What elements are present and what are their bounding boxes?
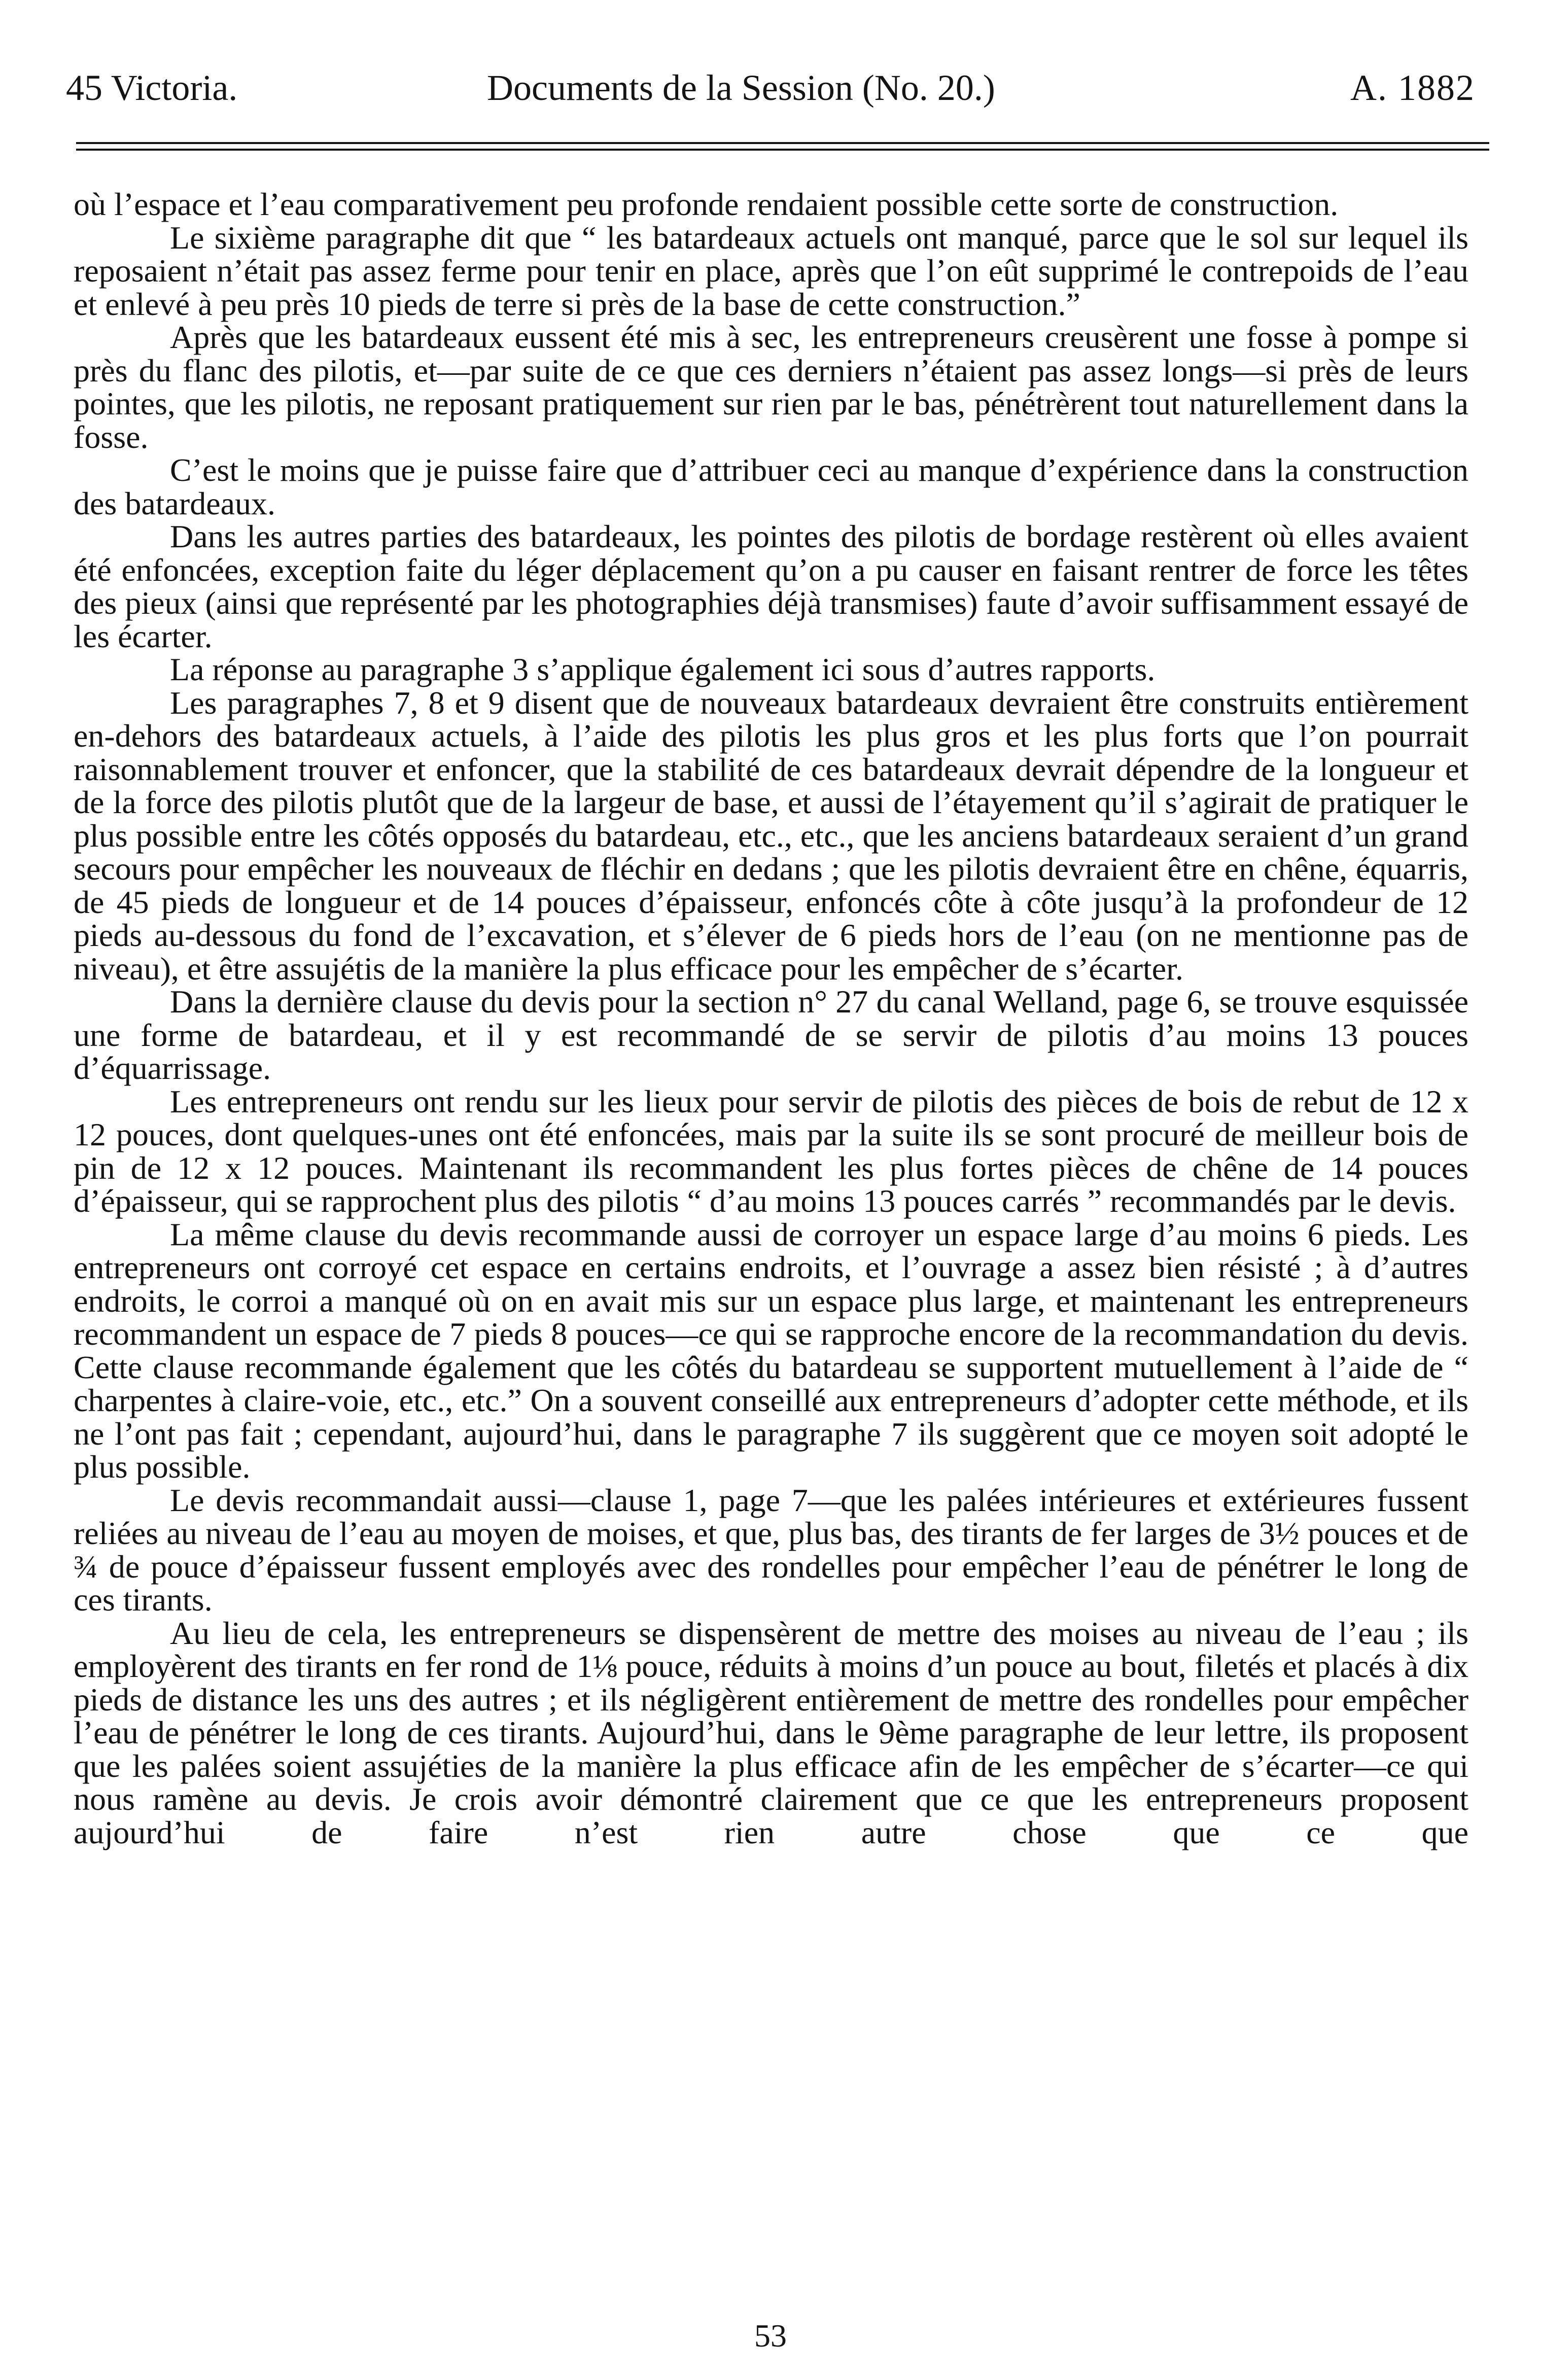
header-rule-top [76,142,1489,144]
header-rule-bottom [76,149,1489,151]
paragraph: La même clause du devis recommande aussi de corroyer un espace large d’au moins 6 pieds. Les entrepreneurs ont corroyé cet espace en certains endroits, et l’ouvrage a assez bien résisté ; à d’autres endroits, le corroi a manqué où on en avait mis sur un espace plus large, et maintenant les entrepreneurs recommandent un espace de 7 pieds 8 pouces—ce qui se rapproche encore de la recommandation du devis. Cette clause recommande également que les côtés du batardeau se supportent mutuellement à l’aide de “ charpentes à claire-voie, etc., etc.” On a souvent conseillé aux entrepreneurs d’adopter cette méthode, et ils ne l’ont pas fait ; cependant, aujourd’hui, dans le paragraphe 7 ils suggèrent que ce moyen soit adopté le plus possible. [74,1216,1468,1485]
paragraph: Dans les autres parties des batardeaux, les pointes des pilotis de bordage restèrent où elles avaient été enfoncées, exception faite du léger déplacement qu’on a pu causer en faisant rentrer de force les têtes des pieux (ainsi que représenté par les photographies déjà transmises) faute d’avoir suffisamment essayé de les écarter. [74,518,1468,654]
paragraph: C’est le moins que je puisse faire que d’attribuer ceci au manque d’expérience dans la construction des batardeaux. [74,452,1468,521]
paragraph: Au lieu de cela, les entrepreneurs se dispensèrent de mettre des moises au niveau de l’eau ; ils employèrent des tirants en fer rond de 1⅛ pouce, réduits à moins d’un pouce au bout, filetés et placés à dix pieds de distance les uns des autres ; et ils négligèrent entièrement de mettre des rondelles pour empêcher l’eau de pénétrer le long de ces tirants. Aujourd’hui, dans le 9ème paragraphe de leur lettre, ils proposent que les palées soient assujéties de la manière la plus efficace afin de les empêcher de s’écarter—ce qui nous ramène au devis. Je crois avoir démontré clairement que ce que les entrepreneurs proposent aujourd’hui de faire n’est rien autre chose que ce que [74,1615,1468,1850]
paragraph: Après que les batardeaux eussent été mis à sec, les entrepreneurs creusèrent une fosse à pompe si près du flanc des pilotis, et—par suite de ce que ces derniers n’étaient pas assez longs—si près de leurs pointes, que les pilotis, ne reposant pratiquement sur rien par le bas, pénétrèrent tout naturellement dans la fosse. [74,319,1468,455]
paragraph: Les entrepreneurs ont rendu sur les lieux pour servir de pilotis des pièces de bois de rebut de 12 x 12 pouces, dont quelques-unes ont été enfoncées, mais par la suite ils se sont procuré de meilleur bois de pin de 12 x 12 pouces. Maintenant ils recommandent les plus fortes pièces de chêne de 14 pouces d’épaisseur, qui se rapprochent plus des pilotis “ d’au moins 13 pouces carrés ” recommandés par le devis. [74,1083,1468,1219]
paragraph: Le devis recommandait aussi—clause 1, page 7—que les palées intérieures et extérieures fussent reliées au niveau de l’eau au moyen de moises, et que, plus bas, des tirants de fer larges de 3½ pouces et de ¾ de pouce d’épaisseur fussent employés avec des rondelles pour empêcher l’eau de pénétrer le long de ces tirants. [74,1482,1468,1618]
paragraph: La réponse au paragraphe 3 s’applique également ici sous d’autres rapports. [170,651,1155,687]
paragraph: où l’espace et l’eau comparativement peu profonde rendaient possible cette sorte de construction. [74,186,1339,222]
header-double-rule [76,142,1489,155]
paragraph: Le sixième paragraphe dit que “ les batardeaux actuels ont manqué, parce que le sol sur lequel ils reposaient n’était pas assez ferme pour tenir en place, après que l’on eût supprimé le contrepoids de l’eau et enlevé à peu près 10 pieds de terre si près de la base de cette construction.” [74,219,1468,322]
running-header [66,60,1475,116]
header-volume: 45 Victoria. [66,67,238,108]
header-year: A. 1882 [1350,67,1475,108]
page-number: 53 [754,2318,787,2354]
body-text [74,188,1468,1849]
header-title: Documents de la Session (No. 20.) [487,67,995,108]
paragraph: Dans la dernière clause du devis pour la section n° 27 du canal Welland, page 6, se trouve esquissée une forme de batardeau, et il y est recommandé de se servir de pilotis d’au moins 13 pouces d’équarrissage. [74,984,1468,1086]
paragraph: Les paragraphes 7, 8 et 9 disent que de nouveaux batardeaux devraient être construits entièrement en-dehors des batardeaux actuels, à l’aide des pilotis les plus gros et les plus forts que l’on pourrait raisonnablement trouver et enfoncer, que la stabilité de ces batardeaux devrait dépendre de la longueur et de la force des pilotis plutôt que de la largeur de base, et aussi de l’étayement qu’il s’agirait de pratiquer le plus possible entre les côtés opposés du batardeau, etc., etc., que les anciens batardeaux seraient d’un grand secours pour empêcher les nouveaux de fléchir en dedans ; que les pilotis devraient être en chêne, équarris, de 45 pieds de longueur et de 14 pouces d’épaisseur, enfoncés côte à côte jusqu’à la profondeur de 12 pieds au-dessous du fond de l’excavation, et s’élever de 6 pieds hors de l’eau (on ne mentionne pas de niveau), et être assujétis de la manière la plus efficace pour les empêcher de s’écarter. [74,684,1468,987]
